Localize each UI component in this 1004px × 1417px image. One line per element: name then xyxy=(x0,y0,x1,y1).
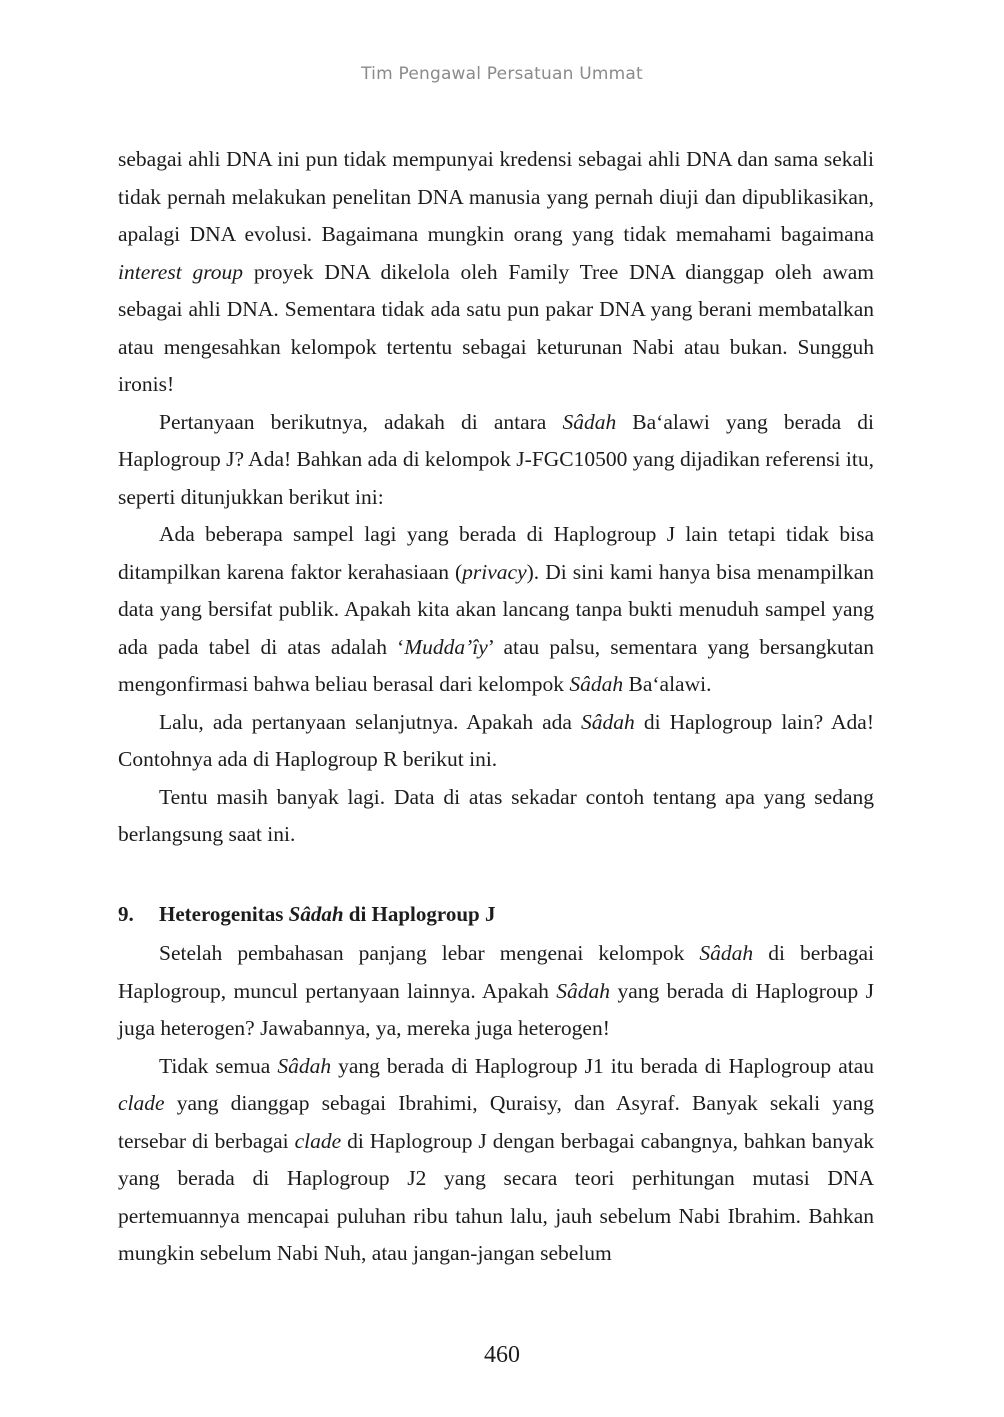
italic-term: privacy xyxy=(462,559,527,584)
italic-term: Sâdah xyxy=(569,672,624,696)
text-run: Heterogenitas xyxy=(159,901,289,926)
paragraph xyxy=(118,516,874,704)
paragraph xyxy=(118,141,874,404)
section-heading xyxy=(118,896,874,934)
text-run: di Haplogroup J xyxy=(343,901,496,926)
paragraph xyxy=(118,779,874,854)
text-run: ’ atau palsu, sementara yang bersangkutan mengonfirmasi bahwa beliau berasal dari kelompok xyxy=(118,634,874,696)
paragraph xyxy=(118,935,874,1048)
italic-term: clade xyxy=(294,1128,342,1153)
page-number: 460 xyxy=(484,1342,520,1368)
italic-term: clade xyxy=(118,1091,165,1115)
italic-term: Sâdah xyxy=(581,709,635,734)
text-run: yang dianggap sebagai Ibrahimi, Quraisy, dan Asyraf. Banyak sekali yang tersebar di berbagai xyxy=(118,1091,874,1153)
text-run: di berbagai Haplogroup, muncul pertanyaan lainnya. Apakah xyxy=(118,941,874,1003)
text-run: Ada beberapa sampel lagi yang berada di Haplogroup J lain tetapi tidak bisa ditampilkan karena faktor kerahasiaan ( xyxy=(118,522,874,584)
italic-term: Sâdah xyxy=(562,409,617,434)
text-body xyxy=(118,141,874,1273)
text-run: ). Di sini kami hanya bisa menampilkan data yang bersifat publik. Apakah kita akan lancang tanpa bukti menuduh sampel yang ada pada tabel di atas adalah ‘ xyxy=(118,559,875,659)
italic-term: Sâdah xyxy=(277,1053,332,1078)
text-run: Tentu masih banyak lagi. Data di atas sekadar contoh tentang apa yang sedang berlangsung saat ini. xyxy=(118,784,874,846)
running-header: Tim Pengawal Persatuan Ummat xyxy=(361,64,643,84)
italic-term: Mudda’îy xyxy=(404,634,488,659)
text-run: Lalu, ada pertanyaan selanjutnya. Apakah ada xyxy=(159,709,582,734)
text-run: di Haplogroup lain? Ada! Contohnya ada di Haplogroup R berikut ini. xyxy=(118,709,874,771)
text-run: yang berada di Haplogroup J juga heterogen? Jawabannya, ya, mereka juga heterogen! xyxy=(118,978,874,1040)
text-run: Setelah pembahasan panjang lebar mengenai kelompok xyxy=(159,941,700,965)
paragraph-group-intro xyxy=(118,141,874,854)
text-run: proyek DNA dikelola oleh Family Tree DNA dianggap oleh awam sebagai ahli DNA. Sementara tidak ada satu pun pakar DNA yang berani membatalkan atau mengesahkan kelompok tertentu sebagai keturunan Nabi atau bukan. Sungguh ironis! xyxy=(118,259,875,396)
paragraph xyxy=(118,404,874,517)
section-title xyxy=(159,896,495,934)
text-run: sebagai ahli DNA ini pun tidak mempunyai kredensi sebagai ahli DNA dan sama sekali tidak pernah melakukan penelitan DNA manusia yang pernah diuji dan dipublikasikan, apalagi DNA evolusi. Bagaimana mungkin orang yang tidak memahami bagaimana xyxy=(118,147,874,246)
italic-term: Sâdah xyxy=(288,901,344,926)
paragraph xyxy=(118,704,874,779)
text-run: Tidak semua xyxy=(159,1053,278,1078)
text-run: di Haplogroup J dengan berbagai cabangnya, bahkan banyak yang berada di Haplogroup J2 yang secara teori perhitungan mutasi DNA pertemuannya mencapai puluhan ribu tahun lalu, jauh sebelum Nabi Ibrahim. Bahkan mungkin sebelum Nabi Nuh, atau jangan-jangan sebelum xyxy=(118,1128,875,1265)
italic-term: interest group xyxy=(118,259,244,284)
text-run: Ba‘alawi yang berada di Haplogroup J? Ada! Bahkan ada di kelompok J-FGC10500 yang dijadikan referensi itu, seperti ditunjukkan berikut ini: xyxy=(118,409,874,509)
text-run: yang berada di Haplogroup J1 itu berada di Haplogroup atau xyxy=(331,1053,875,1078)
text-run: Ba‘alawi. xyxy=(623,672,712,696)
italic-term: Sâdah xyxy=(556,978,611,1003)
paragraph-group-section xyxy=(118,935,874,1273)
text-run: Pertanyaan berikutnya, adakah di antara xyxy=(159,409,563,434)
italic-term: Sâdah xyxy=(699,941,754,965)
paragraph xyxy=(118,1048,874,1273)
section-number: 9. xyxy=(118,901,134,926)
